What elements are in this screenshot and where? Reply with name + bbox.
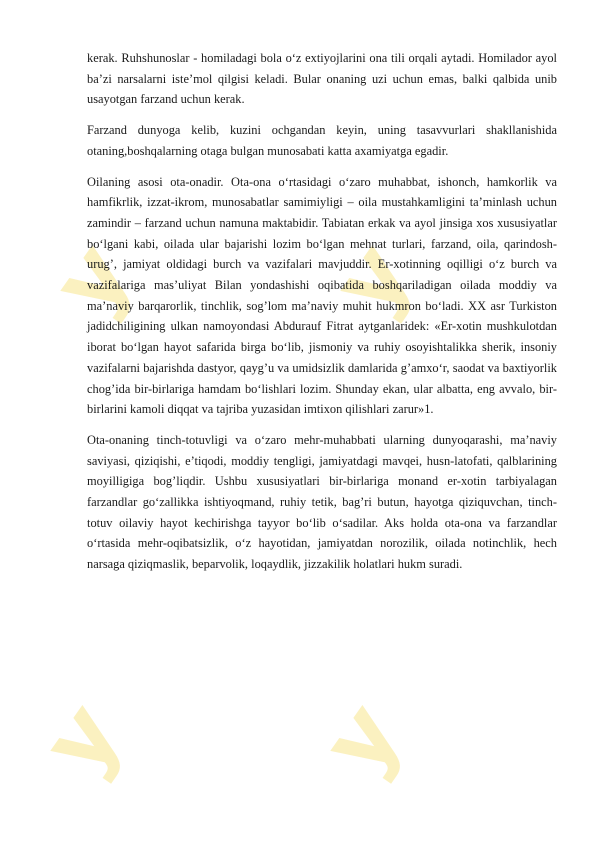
paragraph-4: Ota-onaning tinch-totuvligi va o‘zaro mehr-muhabbati ularning dunyoqarashi, ma’naviy saviyasi, qiziqishi, e’tiqodi, moddiy tengligi, jamiyatdagi mavqei, husn-latofati, qalblarining moyilligiga bog’liqdir. Ushbu xususiyatlari bir-birlariga monand er-xotin tarbiyalagan farzandlar go‘zallikka ishtiyoqmand, ruhiy tetik, bag’ri butun, hayotga qiziquvchan, tinch-totuv oilaviy hayot kechirishga tayyor bo‘lib o‘sadilar. Aks holda ota-ona va farzandlar o‘rtasida mehr-oqibatsizlik, o‘z hayotidan, jamiyatdan norozilik, oilada notinchlik, hech narsaga qiziqmaslik, beparvolik, loqaydlik, jizzakilik holatlari hukm suradi.: [87, 432, 557, 572]
paragraph-3: Oilaning asosi ota-onadir. Ota-ona o‘rtasidagi o‘zaro muhabbat, ishonch, hamkorlik va hamfikrlik, izzat-ikrom, munosabatlar samimiyligi – oila mustahkamligini ta’minlash uchun zamindir – farzand uchun namuna maktabidir. Tabiatan erkak va ayol jinsiga xos xususiyatlar bo‘lgani kabi, oilada ular bajarishi lozim bo‘lgan mehnat turlari, farzand, oila, qarindosh-urug’, jamiyat oldidagi burch va vazifalari mavjuddir. Er-xotinning oqilligi o‘z burch va vazifalariga mas’uliyat Bilan yondashishi oqibatida boshqariladigan oilada moddiy va ma’naviy barqarorlik, tinchlik, sog’lom ma’naviy muhit hukmron bo‘ladi. XX asr Turkiston jadidchiligining ulkan namoyondasi Abdurauf Fitrat aytganlaridek: «Er-xotin mushkulotdan iborat bo‘lgan hayot safarida birga bo‘lib, jismoniy va ruhiy osoyishtalikka sherik, insoniy vazifalarni bajarishda dastyor, qayg’u va umidsizlik damlarida g’amxo‘r, saodat va baxtiyorlik chog’ida bir-birlariga hamdam bo‘lishlari lozim. Shunday ekan, ular albatta, eng avvalo, bir-birlarini kamoli diqqat va tajriba yuzasidan imtixon qilishlari zarur»1.: [87, 174, 557, 417]
watermark-right-top-glyph: y: [312, 224, 432, 333]
document-body: [87, 48, 557, 585]
watermark-left-bottom-glyph: y: [22, 684, 142, 793]
paragraph-2: Farzand dunyoga kelib, kuzini ochgandan keyin, uning tasavvurlari shakllanishida otaning,boshqalarning otaga bulgan munosabati katta axamiyatga egadir.: [87, 123, 557, 158]
watermark-left-top-glyph: y: [32, 224, 152, 333]
watermark-right-bottom-glyph: y: [302, 684, 422, 793]
paragraph-1: kerak. Ruhshunoslar - homiladagi bola o‘z extiyojlarini ona tili orqali aytadi. Homilador ayol ba’zi narsalarni iste’mol qilgisi keladi. Bular onaning uzi uchun emas, balki qalbida unib usayotgan farzand uchun kerak.: [87, 51, 557, 107]
